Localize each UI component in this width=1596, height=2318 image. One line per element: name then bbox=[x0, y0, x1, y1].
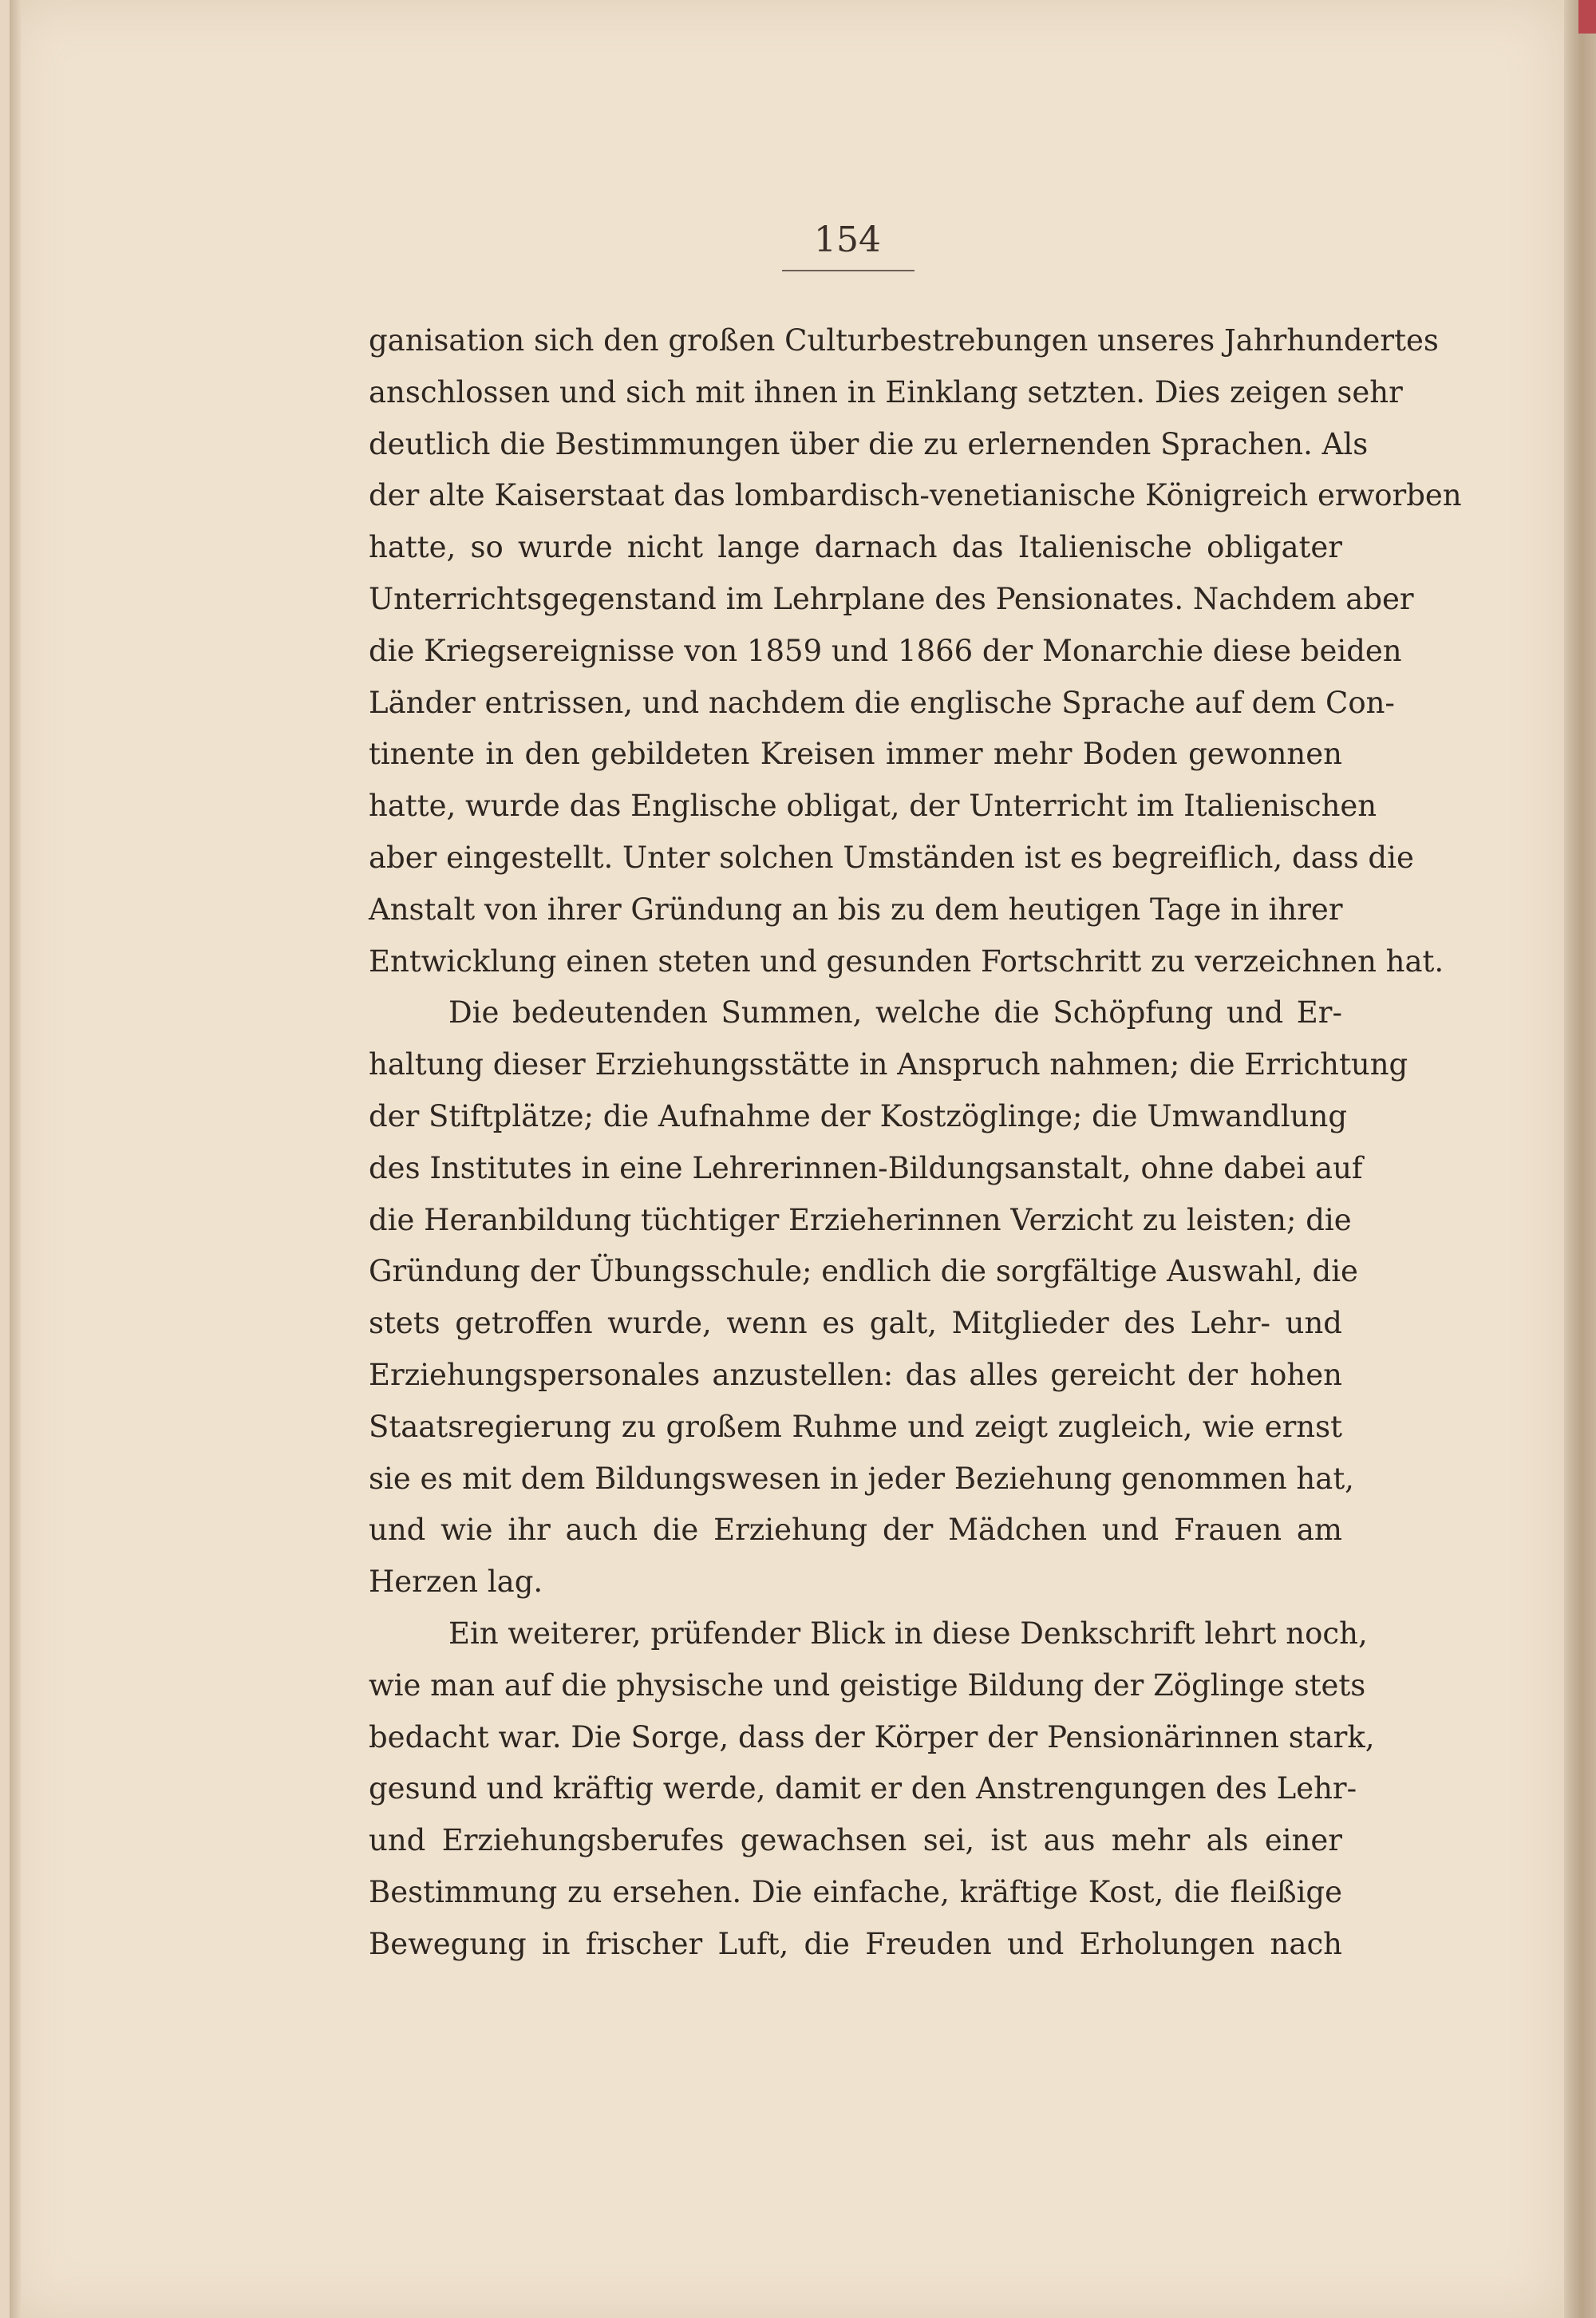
text-line: anschlossen und sich mit ihnen in Einklang setzten. Dies zeigen sehr bbox=[369, 374, 1403, 409]
text-line: und Erziehungsberufes gewachsen sei, ist aus mehr als einer bbox=[369, 1823, 1342, 1858]
text-line: stets getroffen wurde, wenn es galt, Mitglieder des Lehr- und bbox=[369, 1306, 1342, 1341]
text-line: aber eingestellt. Unter solchen Umständen ist es begreiflich, dass die bbox=[369, 840, 1414, 875]
text-line: der Stiftplätze; die Aufnahme der Kostzöglinge; die Umwandlung bbox=[369, 1098, 1348, 1133]
text-line: hatte, wurde das Englische obligat, der Unterricht im Italienischen bbox=[369, 789, 1377, 824]
text-line: Gründung der Übungsschule; endlich die sorgfältige Auswahl, die bbox=[369, 1254, 1358, 1289]
text-line: bedacht war. Die Sorge, dass der Körper der Pensionärinnen stark, bbox=[369, 1719, 1375, 1754]
text-line: die Heranbildung tüchtiger Erzieherinnen Verzicht zu leisten; die bbox=[369, 1202, 1352, 1237]
text-line: gesund und kräftig werde, damit er den Anstrengungen des Lehr- bbox=[369, 1771, 1357, 1806]
text-line: Bewegung in frischer Luft, die Freuden und Erholungen nach bbox=[369, 1926, 1342, 1961]
page-number: 154 bbox=[814, 220, 881, 260]
text-line: Unterrichtsgegenstand im Lehrplane des Pensionates. Nachdem aber bbox=[369, 581, 1414, 616]
text-line: ganisation sich den großen Culturbestrebungen unseres Jahrhundertes bbox=[369, 323, 1439, 358]
text-line: sie es mit dem Bildungswesen in jeder Beziehung genommen hat, bbox=[369, 1461, 1354, 1496]
text-line: und wie ihr auch die Erziehung der Mädchen und Frauen am bbox=[369, 1513, 1342, 1548]
text-line: Ein weiterer, prüfender Blick in diese Denkschrift lehrt noch, bbox=[448, 1616, 1368, 1651]
text-line: Herzen lag. bbox=[369, 1564, 543, 1600]
text-line: der alte Kaiserstaat das lombardisch-venetianische Königreich erworben bbox=[369, 478, 1462, 513]
text-line: Bestimmung zu ersehen. Die einfache, kräftige Kost, die fleißige bbox=[369, 1874, 1342, 1909]
text-line: haltung dieser Erziehungsstätte in Anspruch nahmen; die Errichtung bbox=[369, 1047, 1408, 1082]
book-cover-edge bbox=[1564, 0, 1596, 2318]
text-line: Anstalt von ihrer Gründung an bis zu dem heutigen Tage in ihrer bbox=[369, 892, 1343, 927]
body-text bbox=[369, 315, 1462, 1971]
text-line: die Kriegsereignisse von 1859 und 1866 der Monarchie diese beiden bbox=[369, 633, 1402, 668]
text-line: Länder entrissen, und nachdem die englische Sprache auf dem Con- bbox=[369, 685, 1395, 720]
text-line: tinente in den gebildeten Kreisen immer mehr Boden gewonnen bbox=[369, 737, 1342, 772]
red-cover-corner bbox=[1578, 0, 1596, 34]
text-line: deutlich die Bestimmungen über die zu erlernenden Sprachen. Als bbox=[369, 426, 1369, 461]
book-page bbox=[10, 0, 1564, 2318]
page-number-rule bbox=[782, 270, 915, 271]
text-line: hatte, so wurde nicht lange darnach das Italienische obligater bbox=[369, 530, 1342, 565]
page-left-edge bbox=[10, 0, 21, 2318]
text-line: Staatsregierung zu großem Ruhme und zeigt zugleich, wie ernst bbox=[369, 1409, 1342, 1444]
text-line: Die bedeutenden Summen, welche die Schöpfung und Er- bbox=[448, 995, 1342, 1030]
text-line: wie man auf die physische und geistige Bildung der Zöglinge stets bbox=[369, 1667, 1366, 1703]
text-line: Entwicklung einen steten und gesunden Fortschritt zu verzeichnen hat. bbox=[369, 943, 1444, 979]
text-line: des Institutes in eine Lehrerinnen-Bildungsanstalt, ohne dabei auf bbox=[369, 1150, 1363, 1185]
text-line: Erziehungspersonales anzustellen: das alles gereicht der hohen bbox=[369, 1357, 1342, 1392]
